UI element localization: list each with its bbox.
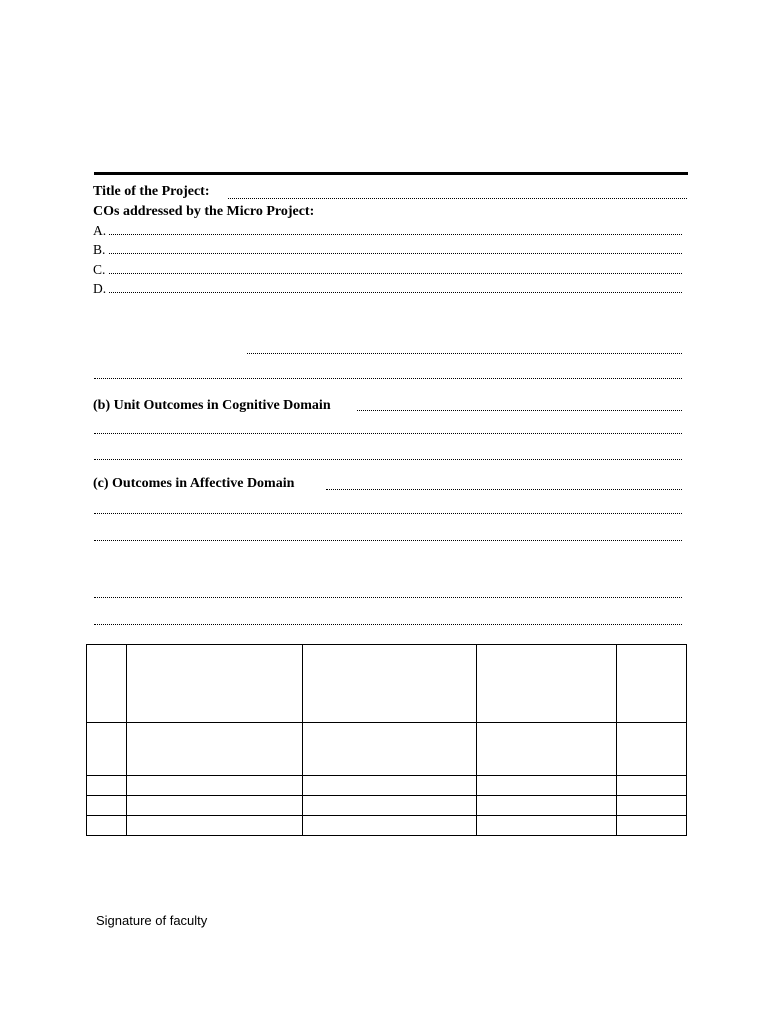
outcome-a-line-2[interactable]: [94, 378, 682, 379]
affective-line-2[interactable]: [94, 513, 682, 514]
unit-outcomes-field[interactable]: [357, 410, 682, 411]
table-row: [87, 723, 687, 776]
assessment-table: [86, 644, 687, 836]
co-item-c-label: C.: [93, 262, 106, 277]
unit-outcomes-line-3[interactable]: [94, 459, 682, 460]
table-cell[interactable]: [303, 796, 477, 816]
table-cell[interactable]: [303, 723, 477, 776]
co-item-c-field[interactable]: [109, 273, 682, 274]
unit-outcomes-line-2[interactable]: [94, 433, 682, 434]
co-item-b-field[interactable]: [109, 253, 682, 254]
affective-line-3[interactable]: [94, 540, 682, 541]
table-cell[interactable]: [477, 796, 617, 816]
signature-label: Signature of faculty: [96, 913, 208, 928]
table-cell[interactable]: [127, 723, 303, 776]
cos-heading: COs addressed by the Micro Project:: [93, 204, 315, 219]
table-row: [87, 776, 687, 796]
table-cell[interactable]: [617, 816, 687, 836]
table-cell[interactable]: [303, 776, 477, 796]
table-cell[interactable]: [87, 816, 127, 836]
table-cell[interactable]: [127, 645, 303, 723]
co-item-a-label: A.: [93, 223, 107, 238]
affective-label: (c) Outcomes in Affective Domain: [93, 476, 295, 491]
table-cell[interactable]: [477, 723, 617, 776]
table-cell[interactable]: [477, 776, 617, 796]
table-cell[interactable]: [127, 776, 303, 796]
table-cell[interactable]: [303, 816, 477, 836]
table-cell[interactable]: [617, 796, 687, 816]
extra-line-1[interactable]: [94, 597, 682, 598]
co-item-b-label: B.: [93, 242, 106, 257]
extra-line-2[interactable]: [94, 624, 682, 625]
table-cell[interactable]: [477, 645, 617, 723]
table-cell[interactable]: [87, 645, 127, 723]
table-cell[interactable]: [303, 645, 477, 723]
unit-outcomes-label: (b) Unit Outcomes in Cognitive Domain: [93, 398, 331, 413]
table-cell[interactable]: [617, 645, 687, 723]
table-row: [87, 645, 687, 723]
table-cell[interactable]: [127, 816, 303, 836]
table-cell[interactable]: [87, 723, 127, 776]
affective-field[interactable]: [326, 489, 682, 490]
co-item-d-field[interactable]: [109, 292, 682, 293]
outcome-a-line-1[interactable]: [247, 353, 682, 354]
table-cell[interactable]: [87, 796, 127, 816]
table-row: [87, 816, 687, 836]
co-item-a-field[interactable]: [109, 234, 682, 235]
co-item-d-label: D.: [93, 281, 107, 296]
table-cell[interactable]: [617, 723, 687, 776]
table-cell[interactable]: [617, 776, 687, 796]
table-cell[interactable]: [87, 776, 127, 796]
table-cell[interactable]: [477, 816, 617, 836]
project-title-field[interactable]: [228, 198, 687, 199]
table-row: [87, 796, 687, 816]
table-cell[interactable]: [127, 796, 303, 816]
top-rule: [94, 172, 688, 175]
project-title-label: Title of the Project:: [93, 184, 210, 199]
